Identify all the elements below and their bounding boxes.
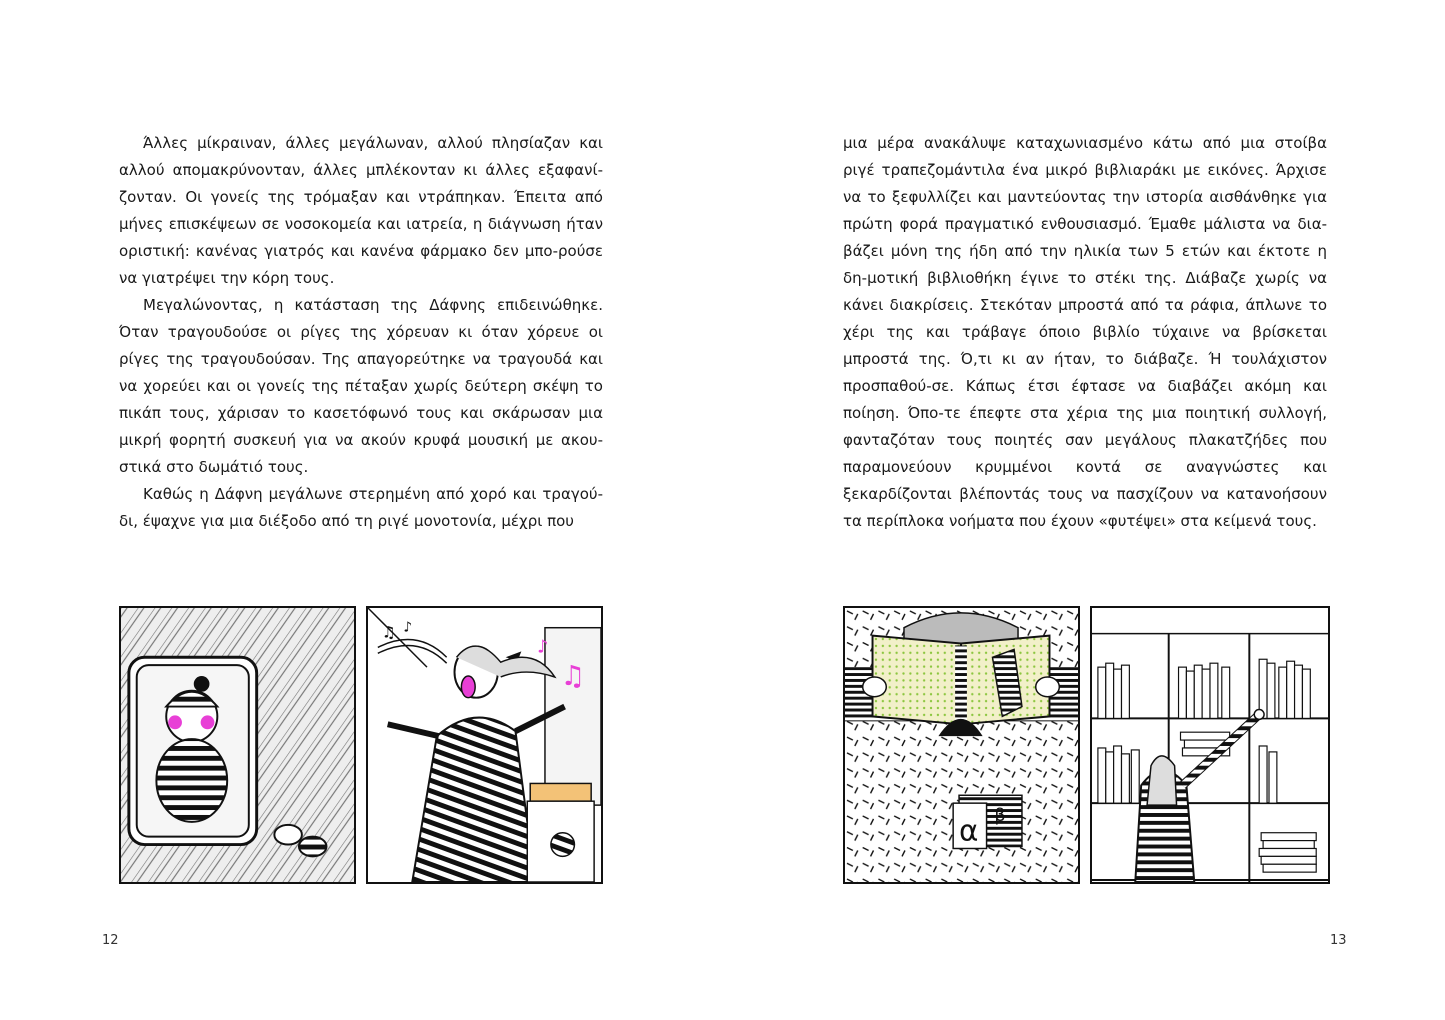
svg-text:♪: ♪ <box>403 619 413 636</box>
page-number-right: 13 <box>1330 933 1347 948</box>
block-letter-alpha: α <box>959 813 979 848</box>
paragraph: Μεγαλώνοντας, η κατάσταση της Δάφνης επιδεινώθηκε. Όταν τραγουδούσε οι ρίγες της χόρευαν κι όταν χόρευε οι ρίγες της τραγουδούσαν. Της απαγορεύτηκε να τραγουδά και να χορεύει και οι γονείς της πέταξαν χωρίς δεύτερη σκέψη το πικάπ τους, χάρισαν το κασετόφωνό τους και σκάρωσαν μια μικρή φορητή συσκευή για να ακούν κρυφά μουσική με ακου-στικά στο δωμάτιό τους. <box>119 296 603 476</box>
left-page-text <box>119 130 603 535</box>
svg-text:♪: ♪ <box>537 637 549 658</box>
illustration-singing-girl <box>366 606 603 884</box>
paragraph: Άλλες μίκραιναν, άλλες μεγάλωναν, αλλού πλησίαζαν και αλλού απομακρύνονταν, άλλες μπλέκονταν κι άλλες εξαφανί-ζονταν. Οι γονείς της τρόμαξαν και ντράπηκαν. Έπειτα από μήνες επισκέψεων σε νοσοκομεία και ιατρεία, η διάγνωση ήταν οριστική: κανένας γιατρός και κανένα φάρμακο δεν μπο-ρούσε να γιατρέψει την κόρη τους. <box>119 134 603 287</box>
svg-text:♫: ♫ <box>381 622 396 642</box>
svg-text:♫: ♫ <box>560 659 586 692</box>
illustration-library-shelves <box>1090 606 1330 884</box>
paragraph: μια μέρα ανακάλυψε καταχωνιασμένο κάτω από μια στοίβα ριγέ τραπεζομάντιλα ένα μικρό βιβλιαράκι με εικόνες. Άρχισε να το ξεφυλλίζει και μαντεύοντας την ιστορία αισθάνθηκε για πρώτη φορά πραγματικό ενθουσιασμό. Έμαθε μάλιστα να δια-βάζει μόνη της ήδη από την ηλικία των 5 ετών και έκτοτε η δη-μοτική βιβλιοθήκη έγινε το στέκι της. Διάβαζε χωρίς να κάνει διακρίσεις. Στεκόταν μπροστά από τα ράφια, άπλωνε το χέρι της και τράβαγε όποιο βιβλίο τύχαινε να βρίσκεται μπροστά της. Ό,τι κι αν ήταν, το διάβαζε. Ή τουλάχιστον προσπαθού-σε. Κάπως έτσι έφτασε να διαβάζει ακόμη και ποίηση. Όπο-τε έπεφτε στα χέρια της μια ποιητική συλλογή, φανταζόταν τους ποιητές σαν μεγάλους πλακατζήδες που παραμονεύουν κρυμμένοι κοντά σε αναγνώστες και ξεκαρδίζονται βλέποντάς τους να πασχίζουν να κατανοήσουν τα περίπλοκα νοήματα που έχουν «φυτέψει» στα κείμενά τους. <box>843 134 1327 530</box>
right-page-text <box>843 130 1327 535</box>
block-letter-beta: β <box>994 805 1006 826</box>
illustration-reading-book <box>843 606 1080 884</box>
illustration-sleeping-baby <box>119 606 356 884</box>
page-number-left: 12 <box>102 933 119 948</box>
paragraph: Καθώς η Δάφνη μεγάλωνε στερημένη από χορό και τραγού-δι, έψαχνε για μια διέξοδο από τη ριγέ μονοτονία, μέχρι που <box>119 485 603 530</box>
